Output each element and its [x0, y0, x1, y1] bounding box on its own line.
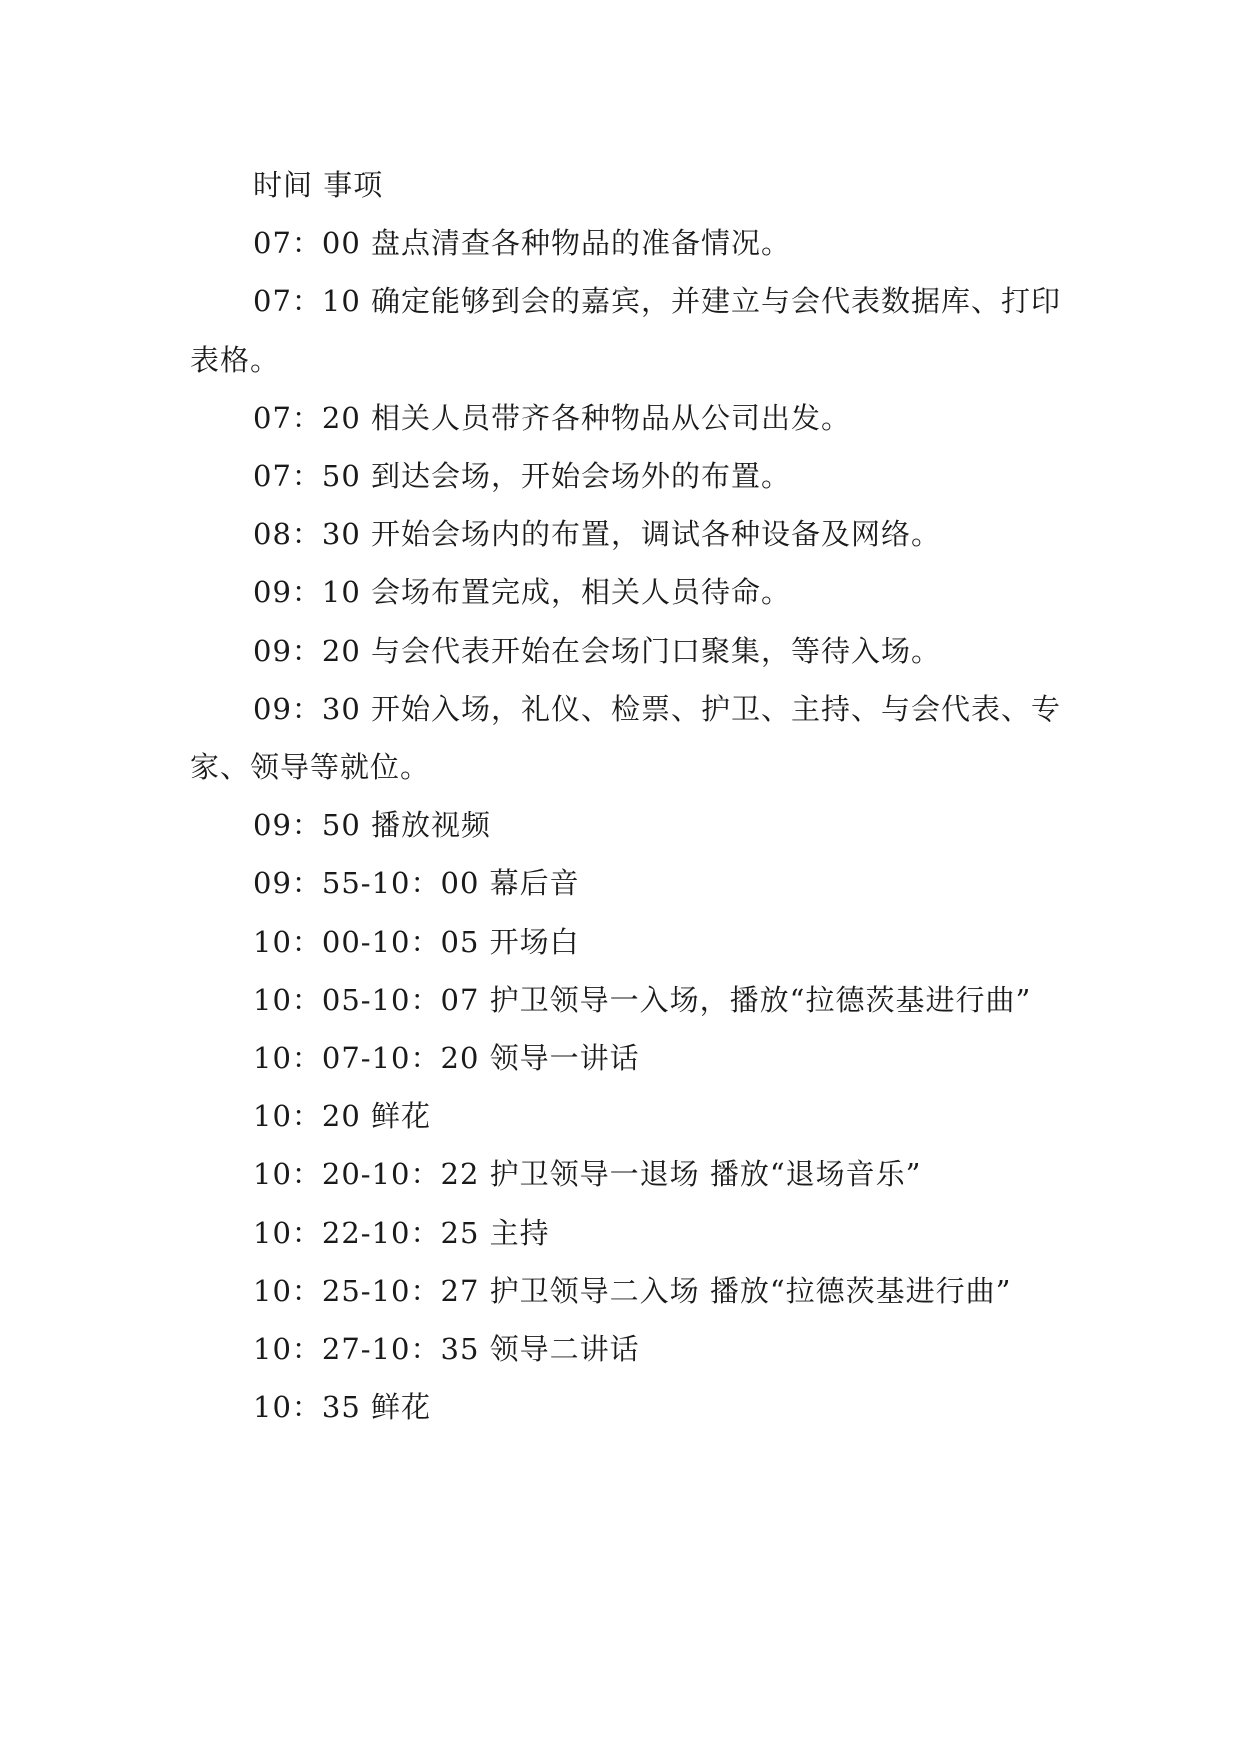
schedule-item: 10：05-10：07 护卫领导一入场，播放“拉德茨基进行曲” — [253, 982, 1032, 1017]
schedule-item: 07：10 确定能够到会的嘉宾，并建立与会代表数据库、打印表格。 — [190, 284, 1062, 377]
schedule-item: 07：00 盘点清查各种物品的准备情况。 — [253, 226, 792, 261]
schedule-item: 10：07-10：20 领导一讲话 — [253, 1041, 640, 1076]
schedule-item: 09：55-10：00 幕后音 — [253, 866, 580, 901]
schedule-item: 08：30 开始会场内的布置，调试各种设备及网络。 — [253, 517, 942, 552]
schedule-item: 10：25-10：27 护卫领导二入场 播放“拉德茨基进行曲” — [253, 1273, 1012, 1308]
schedule-item: 09：10 会场布置完成，相关人员待命。 — [253, 575, 792, 610]
schedule-item: 10：20 鲜花 — [253, 1099, 432, 1134]
schedule-item: 09：50 播放视频 — [253, 808, 492, 843]
schedule-item: 10：35 鲜花 — [253, 1390, 432, 1425]
schedule-text — [190, 156, 1080, 1436]
schedule-header: 时间 事项 — [253, 168, 384, 202]
schedule-item: 10：00-10：05 开场白 — [253, 924, 580, 959]
schedule-item: 09：20 与会代表开始在会场门口聚集，等待入场。 — [253, 633, 942, 668]
schedule-item: 10：22-10：25 主持 — [253, 1215, 550, 1250]
schedule-item: 09：30 开始入场，礼仪、检票、护卫、主持、与会代表、专家、领导等就位。 — [190, 691, 1062, 785]
schedule-item: 07：50 到达会场，开始会场外的布置。 — [253, 459, 792, 494]
schedule-item: 07：20 相关人员带齐各种物品从公司出发。 — [253, 400, 852, 435]
schedule-item: 10：27-10：35 领导二讲话 — [253, 1332, 640, 1367]
schedule-item: 10：20-10：22 护卫领导一退场 播放“退场音乐” — [253, 1157, 922, 1192]
